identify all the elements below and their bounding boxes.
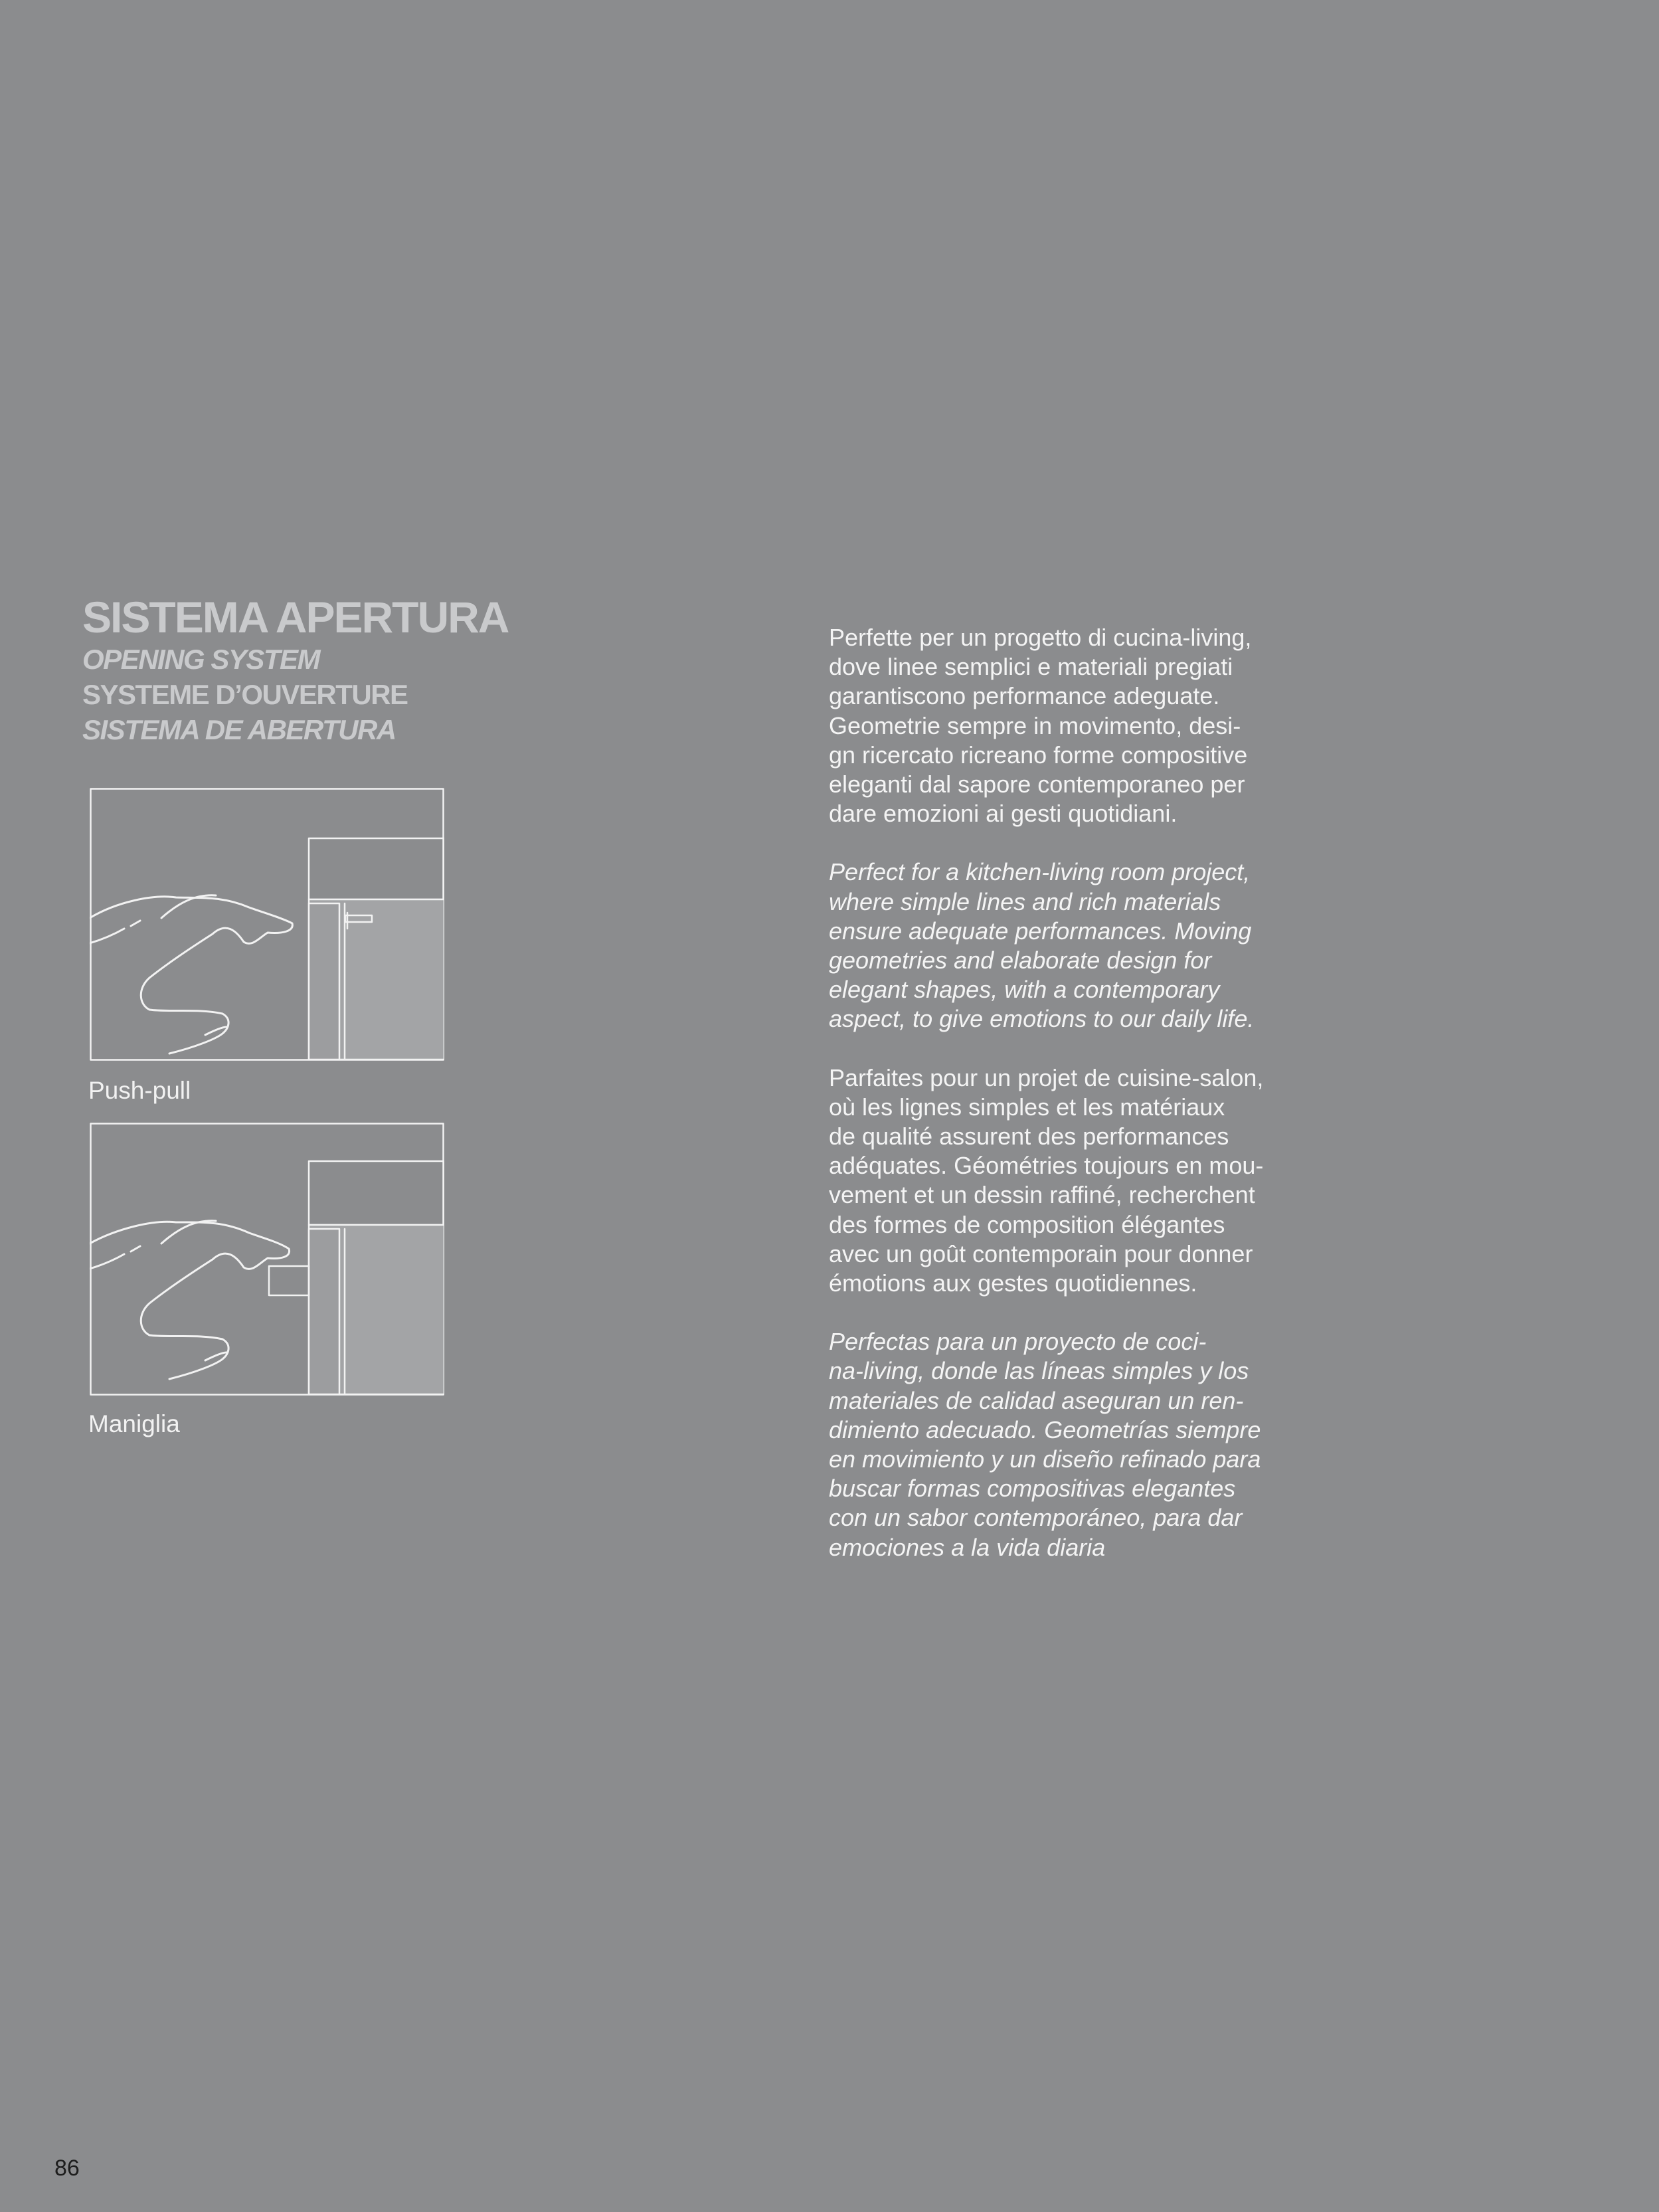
text-line: where simple lines and rich materials xyxy=(829,887,1221,915)
handle-caption: Maniglia xyxy=(88,1410,180,1437)
description-english xyxy=(829,858,1307,1034)
text-line: dimiento adecuado. Geometrías siempre xyxy=(829,1416,1261,1443)
text-line: aspect, to give emotions to our daily life. xyxy=(829,1005,1255,1033)
text-line: Parfaites pour un projet de cuisine-salon, xyxy=(829,1063,1264,1091)
description-column xyxy=(829,623,1307,1592)
text-line: dove linee semplici e materiali pregiati xyxy=(829,653,1233,681)
section-heading xyxy=(82,593,680,747)
text-line: materiales de calidad aseguran un ren- xyxy=(829,1386,1244,1414)
text-line: adéquates. Géométries toujours en mou- xyxy=(829,1152,1264,1180)
text-line: garantiscono performance adeguate. xyxy=(829,682,1220,710)
heading-subtitle-french: SYSTEME D’OUVERTURE xyxy=(82,679,408,710)
text-line: geometries and elaborate design for xyxy=(829,947,1212,974)
description-spanish xyxy=(829,1327,1307,1562)
text-line: émotions aux gestes quotidiennes. xyxy=(829,1269,1197,1297)
text-line: buscar formas compositivas elegantes xyxy=(829,1475,1236,1503)
text-line: Perfectas para un proyecto de coci- xyxy=(829,1328,1207,1356)
text-line: Perfette per un progetto di cucina-living, xyxy=(829,624,1252,651)
text-line: dare emozioni ai gesti quotidiani. xyxy=(829,800,1178,828)
text-line: vement et un dessin raffiné, recherchent xyxy=(829,1181,1255,1209)
push-pull-diagram xyxy=(90,788,444,1061)
text-line: des formes de composition élégantes xyxy=(829,1210,1225,1238)
text-line: Geometrie sempre in movimento, desi- xyxy=(829,711,1241,739)
handle-diagram xyxy=(90,1123,444,1396)
heading-subtitle-spanish: SISTEMA DE ABERTURA xyxy=(82,714,396,745)
description-french xyxy=(829,1063,1307,1299)
page-number: 86 xyxy=(54,2156,80,2181)
text-line: gn ricercato ricreano forme compositive xyxy=(829,741,1248,769)
push-pull-caption: Push-pull xyxy=(88,1077,191,1104)
text-line: en movimiento y un diseño refinado para xyxy=(829,1445,1261,1473)
text-line: de qualité assurent des performances xyxy=(829,1123,1229,1151)
text-line: eleganti dal sapore contemporaneo per xyxy=(829,771,1245,798)
text-line: Perfect for a kitchen-living room project, xyxy=(829,858,1251,886)
heading-title: SISTEMA APERTURA xyxy=(82,593,509,642)
text-line: ensure adequate performances. Moving xyxy=(829,917,1252,945)
text-line: emociones a la vida diaria xyxy=(829,1533,1106,1561)
text-line: avec un goût contemporain pour donner xyxy=(829,1240,1253,1267)
text-line: elegant shapes, with a contemporary xyxy=(829,976,1220,1004)
handle-opening-illustration xyxy=(90,1123,444,1396)
text-line: con un sabor contemporáneo, para dar xyxy=(829,1504,1243,1532)
text-line: na-living, donde las líneas simples y los xyxy=(829,1357,1249,1385)
description-italian xyxy=(829,623,1307,828)
text-line: où les lignes simples et les matériaux xyxy=(829,1093,1225,1121)
heading-subtitle-english: OPENING SYSTEM xyxy=(82,644,320,675)
push-pull-opening-illustration xyxy=(90,788,444,1061)
